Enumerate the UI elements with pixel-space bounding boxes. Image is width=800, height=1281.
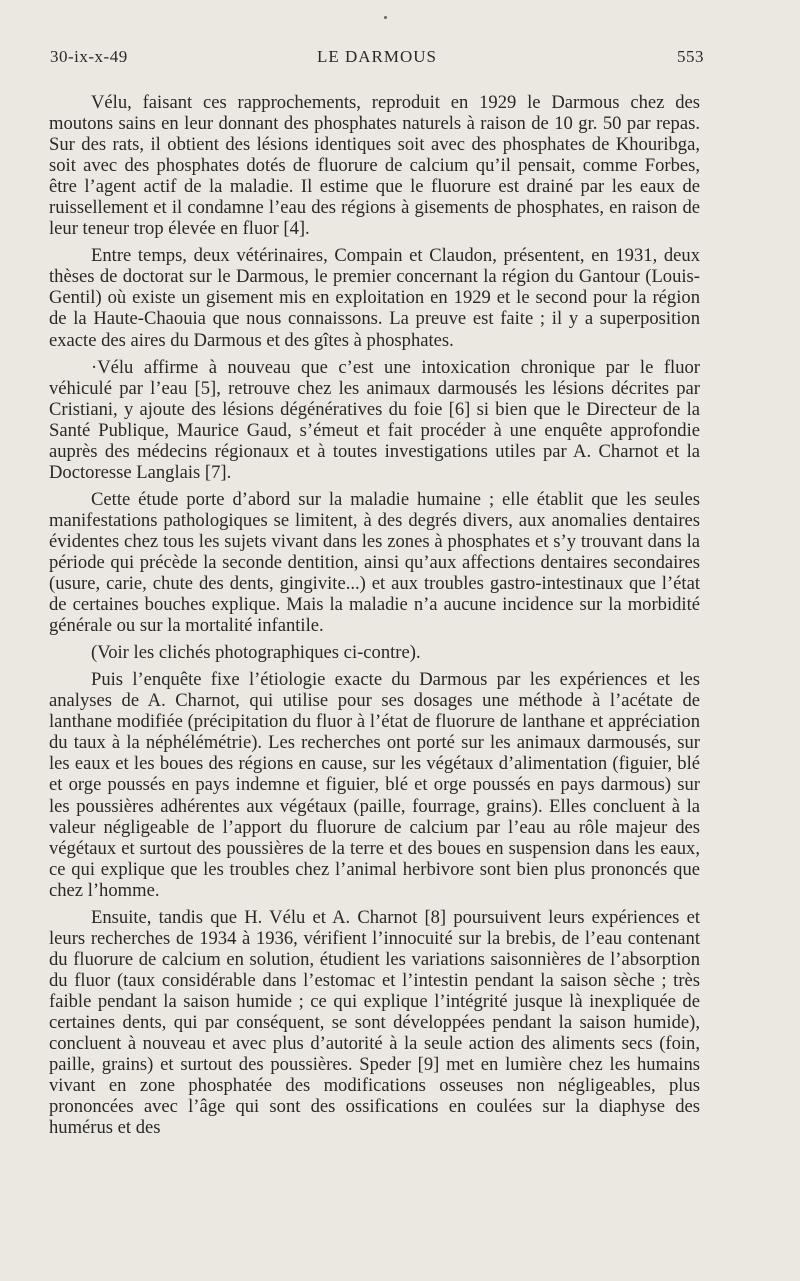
print-speck [384,16,387,19]
paragraph: Vélu, faisant ces rapprochements, reproduit en 1929 le Darmous chez des moutons sains en leur donnant des phosphates naturels à raison de 10 gr. 50 par repas. Sur des rats, il obtient des lésions identiques soit avec des phosphates de Khouribga, soit avec des phosphates dotés de fluorure de calcium qu’il pensait, comme Forbes, être l’agent actif de la maladie. Il estime que le fluorure est drainé par les eaux de ruissellement et il condamne l’eau des régions à gisements de phosphates, en raison de leur teneur trop élevée en fluor [4]. [49,92,700,240]
page-number: 553 [677,47,704,66]
paragraph: Cette étude porte d’abord sur la maladie humaine ; elle établit que les seules manifestations pathologiques se limitent, à des degrés divers, aux anomalies dentaires évidentes chez tous les sujets vivant dans les zones à phosphates et s’y trouvant dans la période qui précède la seconde dentition, ainsi qu’aux affections dentaires secondaires (usure, carie, chute des dents, gingivite...) et aux troubles gastro-intestinaux que l’état de certaines bouches explique. Mais la maladie n’a aucune incidence sur la morbidité générale ou sur la mortalité infantile. [49,488,700,637]
running-header [50,47,704,71]
body-text [49,92,700,1138]
paragraph: ·Vélu affirme à nouveau que c’est une intoxication chronique par le fluor véhiculé par l’eau [5], retrouve chez les animaux darmousés les lésions décrites par Cristiani, y ajoute des lésions dégénératives du foie [6] si bien que le Directeur de la Santé Publique, Maurice Gaud, s’émeut et fait procéder à une enquête approfondie auprès des médecins régionaux et à toutes investigations utiles par A. Charnot et la Doctoresse Langlais [7]. [49,356,700,483]
paragraph: Ensuite, tandis que H. Vélu et A. Charnot [8] poursuivent leurs expériences et leurs recherches de 1934 à 1936, vérifient l’innocuité sur la brebis, de l’eau contenant du fluorure de calcium en solution, étudient les variations saisonnières de l’absorption du fluor (taux considérable dans l’estomac et l’intestin pendant la saison sèche ; très faible pendant la saison humide ; ce qui explique l’intégrité jusque là inexpliquée de certaines dents, qui par conséquent, se sont développées pendant la saison humide), concluent à nouveau et avec plus d’autorité à la seule action des aliments secs (foin, paille, grains) et surtout des poussières. Speder [9] met en lumière chez les humains vivant en zone phosphatée des modifications osseuses non négligeables, plus prononcées avec l’âge qui sont des ossifications en coulées sur la diaphyse des humérus et des [49,906,700,1139]
header-date: 30-ix-x-49 [50,47,128,66]
paragraph: Puis l’enquête fixe l’étiologie exacte du Darmous par les expériences et les analyses de A. Charnot, qui utilise pour ses dosages une méthode à l’acétate de lanthane modifiée (précipitation du fluor à l’état de fluorure de lanthane et appréciation du taux à la néphélémétrie). Les recherches ont porté sur les animaux darmousés, sur les eaux et les boues des régions en cause, sur les végétaux d’alimentation (figuier, blé et orge poussés en pays indemne et figuier, blé et orge poussés en pays darmous) sur les poussières adhérentes aux végétaux (paille, fourrage, grains). Elles concluent à la valeur négligeable de l’apport du fluorure de calcium par l’eau au rôle majeur des végétaux et surtout des poussières de la terre et des boues en suspension dans les eaux, ce qui explique que les troubles chez l’animal herbivore sont bien plus prononcés que chez l’homme. [49,669,700,901]
header-title: LE DARMOUS [316,47,438,66]
paragraph: (Voir les clichés photographiques ci-contre). [91,642,421,664]
paragraph: Entre temps, deux vétérinaires, Compain et Claudon, présentent, en 1931, deux thèses de doctorat sur le Darmous, le premier concernant la région du Gantour (Louis-Gentil) où existe un gisement mis en exploitation en 1929 et le second pour la région de la Haute-Chaouia que nous connaissons. La preuve est faite ; il y a superposition exacte des aires du Darmous et des gîtes à phosphates. [49,245,700,351]
